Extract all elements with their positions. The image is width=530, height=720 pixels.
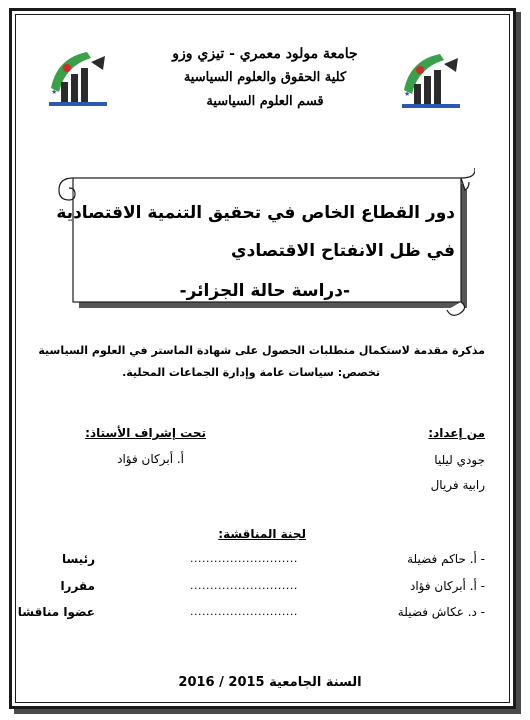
committee-member-3-role: عضوا مناقشا: [17, 605, 95, 619]
committee-member-3-dots: ...........................: [190, 605, 298, 618]
prepared-by-label: من إعداد:: [428, 426, 485, 440]
committee-label: لجنة المناقشة:: [218, 527, 306, 541]
svg-text:★: ★: [51, 88, 58, 96]
committee-member-2-dots: ...........................: [190, 579, 298, 592]
faculty-name: كلية الحقوق والعلوم السياسية: [183, 70, 347, 85]
committee-member-2-name: - أ. أبركان فؤاد: [409, 579, 485, 593]
svg-text:★: ★: [404, 90, 411, 98]
committee-member-2-role: مقررا: [60, 579, 95, 593]
page-border-inner: [15, 14, 510, 703]
student-name-1: جودي ليليا: [434, 453, 485, 467]
committee-member-1-role: رئيسا: [61, 552, 95, 566]
committee-member-1-dots: ...........................: [190, 552, 298, 565]
academic-year: السنة الجامعية 2015 / 2016: [178, 675, 362, 690]
university-logo-left-icon: [47, 48, 111, 108]
page-shadow-right: [516, 12, 521, 714]
university-logo-right-icon: [400, 50, 464, 110]
thesis-purpose: مذكرة مقدمة لاستكمال متطلبات الحصول على شهادة الماستر في العلوم السياسية: [38, 344, 485, 357]
university-name: جامعة مولود معمري - تيزي وزو: [172, 46, 358, 62]
thesis-title-line2: في ظل الانفتاح الاقتصادي: [231, 241, 455, 261]
thesis-title-line3: -دراسة حالة الجزائر-: [179, 281, 350, 301]
supervisor-name: أ. أبركان فؤاد: [117, 452, 184, 466]
committee-member-3-name: - د. عكاش فضيلة: [397, 605, 485, 619]
thesis-title-line1: دور القطاع الخاص في تحقيق التنمية الاقتصادية: [56, 203, 455, 223]
department-name: قسم العلوم السياسية: [206, 94, 324, 109]
supervisor-label: تحت إشراف الأستاذ:: [85, 426, 206, 440]
student-name-2: رابية فريال: [430, 478, 485, 492]
page-shadow-bottom: [14, 709, 521, 714]
thesis-specialization: تخصص: سياسات عامة وإدارة الجماعات المحلية.: [122, 366, 380, 379]
committee-member-1-name: - أ. حاكم فضيلة: [407, 552, 485, 566]
